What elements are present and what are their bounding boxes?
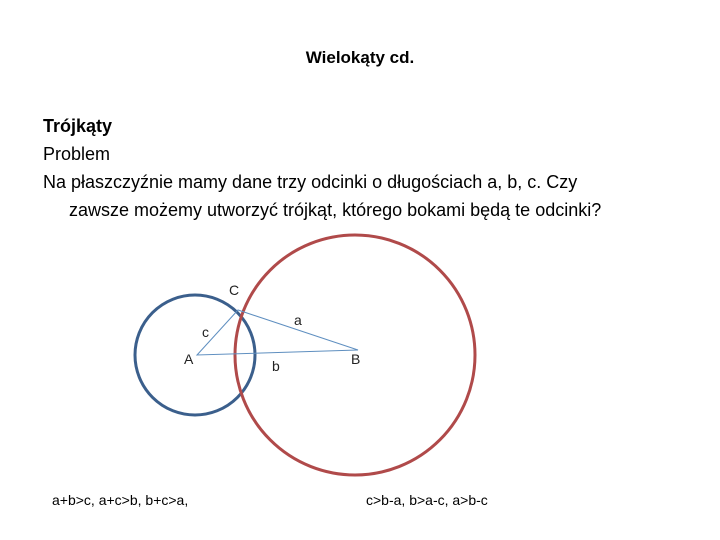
triangle-inequality-differences: c>b-a, b>a-c, a>b-c — [366, 492, 488, 508]
triangle-abc — [197, 310, 358, 355]
small-circle-around-a — [135, 295, 255, 415]
problem-statement-line-1: Na płaszczyźnie mamy dane trzy odcinki o długościach a, b, c. Czy — [43, 172, 578, 192]
problem-statement-line-2: zawsze możemy utworzyć trójkąt, którego bokami będą te odcinki? — [69, 200, 602, 220]
vertex-c-label: C — [229, 282, 240, 298]
side-b-label: b — [272, 358, 280, 374]
side-c-label: c — [202, 324, 209, 340]
heading-problem: Problem — [43, 144, 111, 164]
triangle-inequality-sums: a+b>c, a+c>b, b+c>a, — [52, 492, 189, 508]
heading-triangles: Trójkąty — [43, 116, 113, 136]
side-a-label: a — [294, 312, 302, 328]
vertex-a-label: A — [184, 351, 194, 367]
slide-title: Wielokąty cd. — [305, 48, 415, 67]
vertex-b-label: B — [351, 351, 361, 367]
